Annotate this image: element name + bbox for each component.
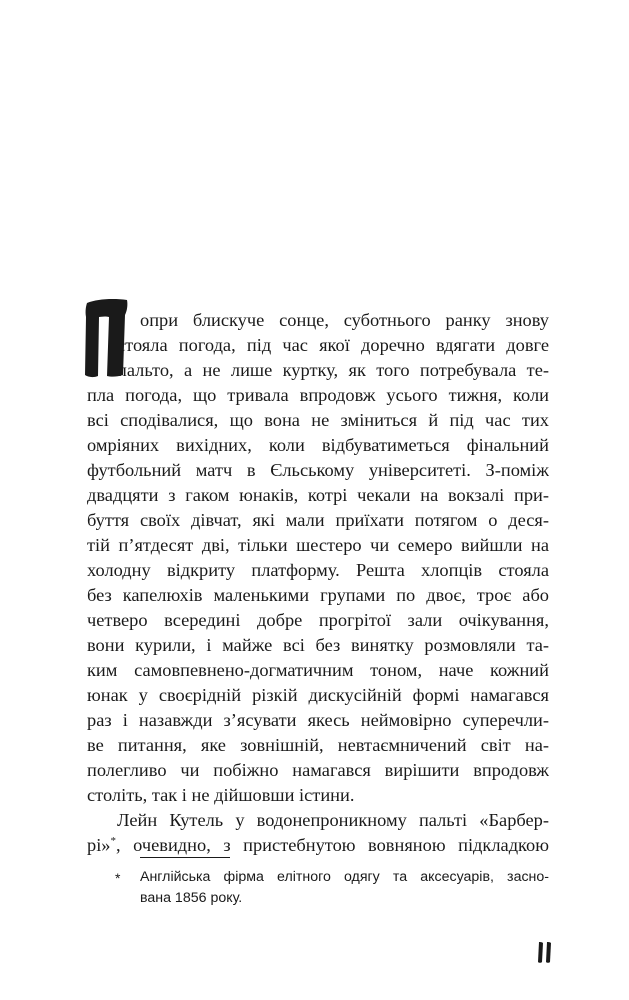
text-line: четверо всередині добре прогрітої зали очікування, [87, 610, 549, 630]
text-line: тій п’ятдесят дві, тільки шестеро чи семеро вийшли на [87, 535, 549, 555]
text-line: футбольний матч в Єльському університеті. З-поміж [87, 460, 549, 480]
text-line: століть, так і не дійшовши істини. [87, 785, 355, 805]
text-line: опри блискуче сонце, суботнього ранку знову [140, 310, 549, 330]
text-line: без капелюхів маленькими групами по двоє, троє або [87, 585, 549, 605]
text-line: двадцяти з гаком юнаків, котрі чекали на вокзалі при- [87, 485, 549, 505]
footnote-reference: * [110, 834, 117, 847]
text-line: всі сподівалися, що вона не зміниться й під час тих [87, 410, 549, 430]
text-line: Лейн Кутель у водонепроникному пальті «Барбер- [117, 810, 549, 830]
text-line: омріяних вихідних, коли відбуватиметься фінальний [87, 435, 549, 455]
text-line: холодну відкриту платформу. Решта хлопців стояла [87, 560, 549, 580]
footnote-mark: * [115, 870, 121, 886]
text-line: полегливо чи побіжно намагався вирішити впродовж [87, 760, 549, 780]
text-line: пальто, а не лише куртку, як того потребувала те- [117, 360, 549, 380]
footnote-divider [140, 857, 230, 858]
text-line: пла погода, що тривала впродовж усього тижня, коли [87, 385, 549, 405]
page-number [535, 940, 555, 964]
text-line: раз і назавжди з’ясувати якесь неймовірно суперечли- [87, 710, 549, 730]
text-line: буття своїх дівчат, які мали приїхати потягом о деся- [87, 510, 549, 530]
text-line: ким самовпевнено-догматичним тоном, наче кожний [87, 660, 549, 680]
footnote-text: вана 1856 року. [140, 890, 243, 906]
text-line: рі»*, очевидно, з пристебнутою вовняною підкладкою [87, 834, 549, 855]
text-line: юнак у своєрідній різкій дискусійній формі намагався [87, 685, 549, 705]
text-line: стояла погода, під час якої доречно вдягати довге [117, 335, 549, 355]
footnote-text: Англійська фірма елітного одягу та аксесуарів, засно- [140, 869, 549, 885]
text-line: ве питання, яке зовнішній, невтаємничений світ на- [87, 735, 549, 755]
text-line: вони курили, і майже всі без винятку розмовляли та- [87, 635, 549, 655]
